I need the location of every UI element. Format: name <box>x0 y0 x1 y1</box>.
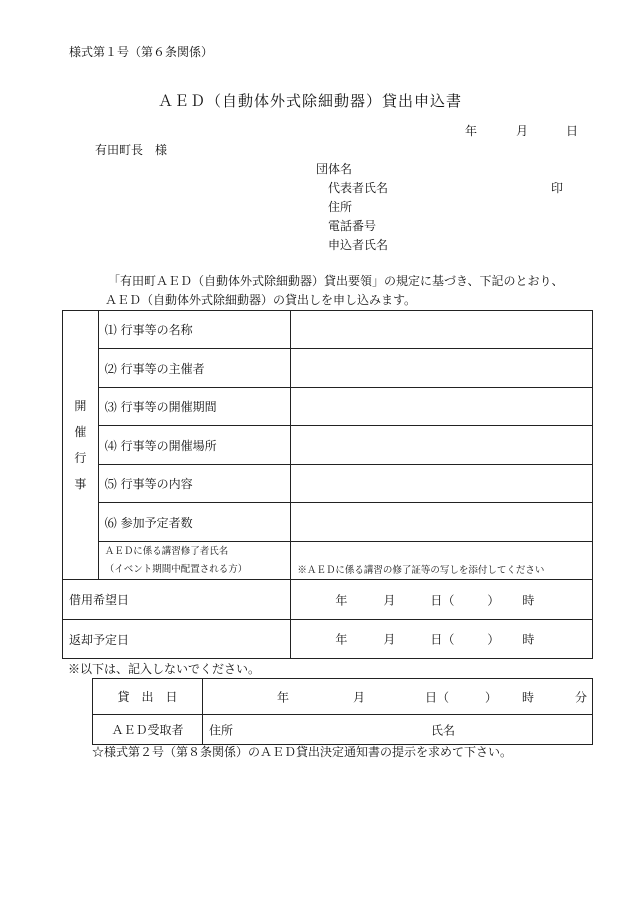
borrow-paren-close: ） <box>487 593 500 607</box>
phone-label: 電話番号 <box>328 219 377 233</box>
representative-label: 代表者氏名 <box>328 181 389 195</box>
lend-year: 年 <box>276 690 289 704</box>
address-label: 住所 <box>328 200 353 214</box>
event-period-field[interactable] <box>291 388 593 426</box>
borrow-hour: 時 <box>522 593 535 607</box>
event-group-label <box>63 311 99 580</box>
event-group-char-1: 開 <box>74 399 87 413</box>
form-number: 様式第１号（第６条関係） <box>69 45 214 59</box>
event-content-field[interactable] <box>291 465 593 503</box>
document-title: ＡＥＤ（自動体外式除細動器）貸出申込書 <box>158 92 463 110</box>
participants-label: ⑹ 参加予定者数 <box>98 503 291 542</box>
receiver-address-label: 住所 <box>208 723 233 737</box>
event-group-char-3: 行 <box>74 451 87 465</box>
receiver-name-label: 氏名 <box>430 723 455 737</box>
return-year: 年 <box>335 632 348 647</box>
lend-paren-close: ） <box>484 690 497 704</box>
event-name-label: ⑴ 行事等の名称 <box>98 311 291 349</box>
training-note: ※ＡＥＤに係る講習の修了証等の写しを添付してください <box>297 565 545 576</box>
return-date-field[interactable] <box>291 620 593 659</box>
event-organizer-label: ⑵ 行事等の主催者 <box>98 349 291 388</box>
training-label-line-1: ＡＥＤに係る講習修了者氏名 <box>104 545 229 557</box>
event-organizer-field[interactable] <box>291 349 593 388</box>
return-date-label: 返却予定日 <box>63 620 291 659</box>
lend-date-label: 貸 出 日 <box>93 679 203 715</box>
return-paren-close: ） <box>487 632 500 647</box>
lend-minute: 分 <box>574 690 587 704</box>
intro-line-1: 「有田町ＡＥＤ（自動体外式除細動器）貸出要領」の規定に基づき、下記のとおり、 <box>108 274 564 288</box>
event-content-label: ⑸ 行事等の内容 <box>98 465 291 503</box>
date-day-label: 日 <box>566 124 579 138</box>
seal-label: 印 <box>551 181 564 195</box>
training-label <box>98 542 291 580</box>
event-venue-label: ⑷ 行事等の開催場所 <box>98 426 291 465</box>
borrow-day: 日（ <box>430 593 455 607</box>
receiver-label: ＡＥＤ受取者 <box>93 715 203 745</box>
office-use-table <box>92 678 593 745</box>
borrow-date-field[interactable] <box>291 580 593 620</box>
event-venue-field[interactable] <box>291 426 593 465</box>
date-month-label: 月 <box>516 124 529 138</box>
date-year-label: 年 <box>465 124 478 138</box>
intro-line-2: ＡＥＤ（自動体外式除細動器）の貸出しを申し込みます。 <box>105 293 417 307</box>
receiver-field[interactable] <box>202 715 592 745</box>
return-month: 月 <box>383 632 396 647</box>
training-label-line-2: （イベント期間中配置される方） <box>104 563 248 575</box>
applicant-name-label: 申込者氏名 <box>328 238 389 252</box>
return-day: 日（ <box>430 632 455 647</box>
borrow-year: 年 <box>335 593 348 607</box>
participants-field[interactable] <box>291 503 593 542</box>
event-name-field[interactable] <box>291 311 593 349</box>
lend-month: 月 <box>352 690 365 704</box>
lend-hour: 時 <box>521 690 534 704</box>
borrow-month: 月 <box>383 593 396 607</box>
addressee: 有田町長 様 <box>95 143 168 157</box>
org-name-label: 団体名 <box>316 162 353 176</box>
event-group-char-4: 事 <box>74 477 87 491</box>
footer-note: ☆様式第２号（第８条関係）のＡＥＤ貸出決定通知書の提示を求めて下さい。 <box>92 745 513 759</box>
training-field[interactable] <box>291 542 593 580</box>
borrow-date-label: 借用希望日 <box>63 580 291 620</box>
event-period-label: ⑶ 行事等の開催期間 <box>98 388 291 426</box>
office-use-notice: ※以下は、記入しないでください。 <box>68 662 261 676</box>
return-hour: 時 <box>522 632 535 647</box>
event-group-char-2: 催 <box>74 425 87 439</box>
application-table <box>62 310 593 659</box>
lend-day: 日（ <box>424 690 449 704</box>
lend-date-field[interactable] <box>202 679 592 715</box>
